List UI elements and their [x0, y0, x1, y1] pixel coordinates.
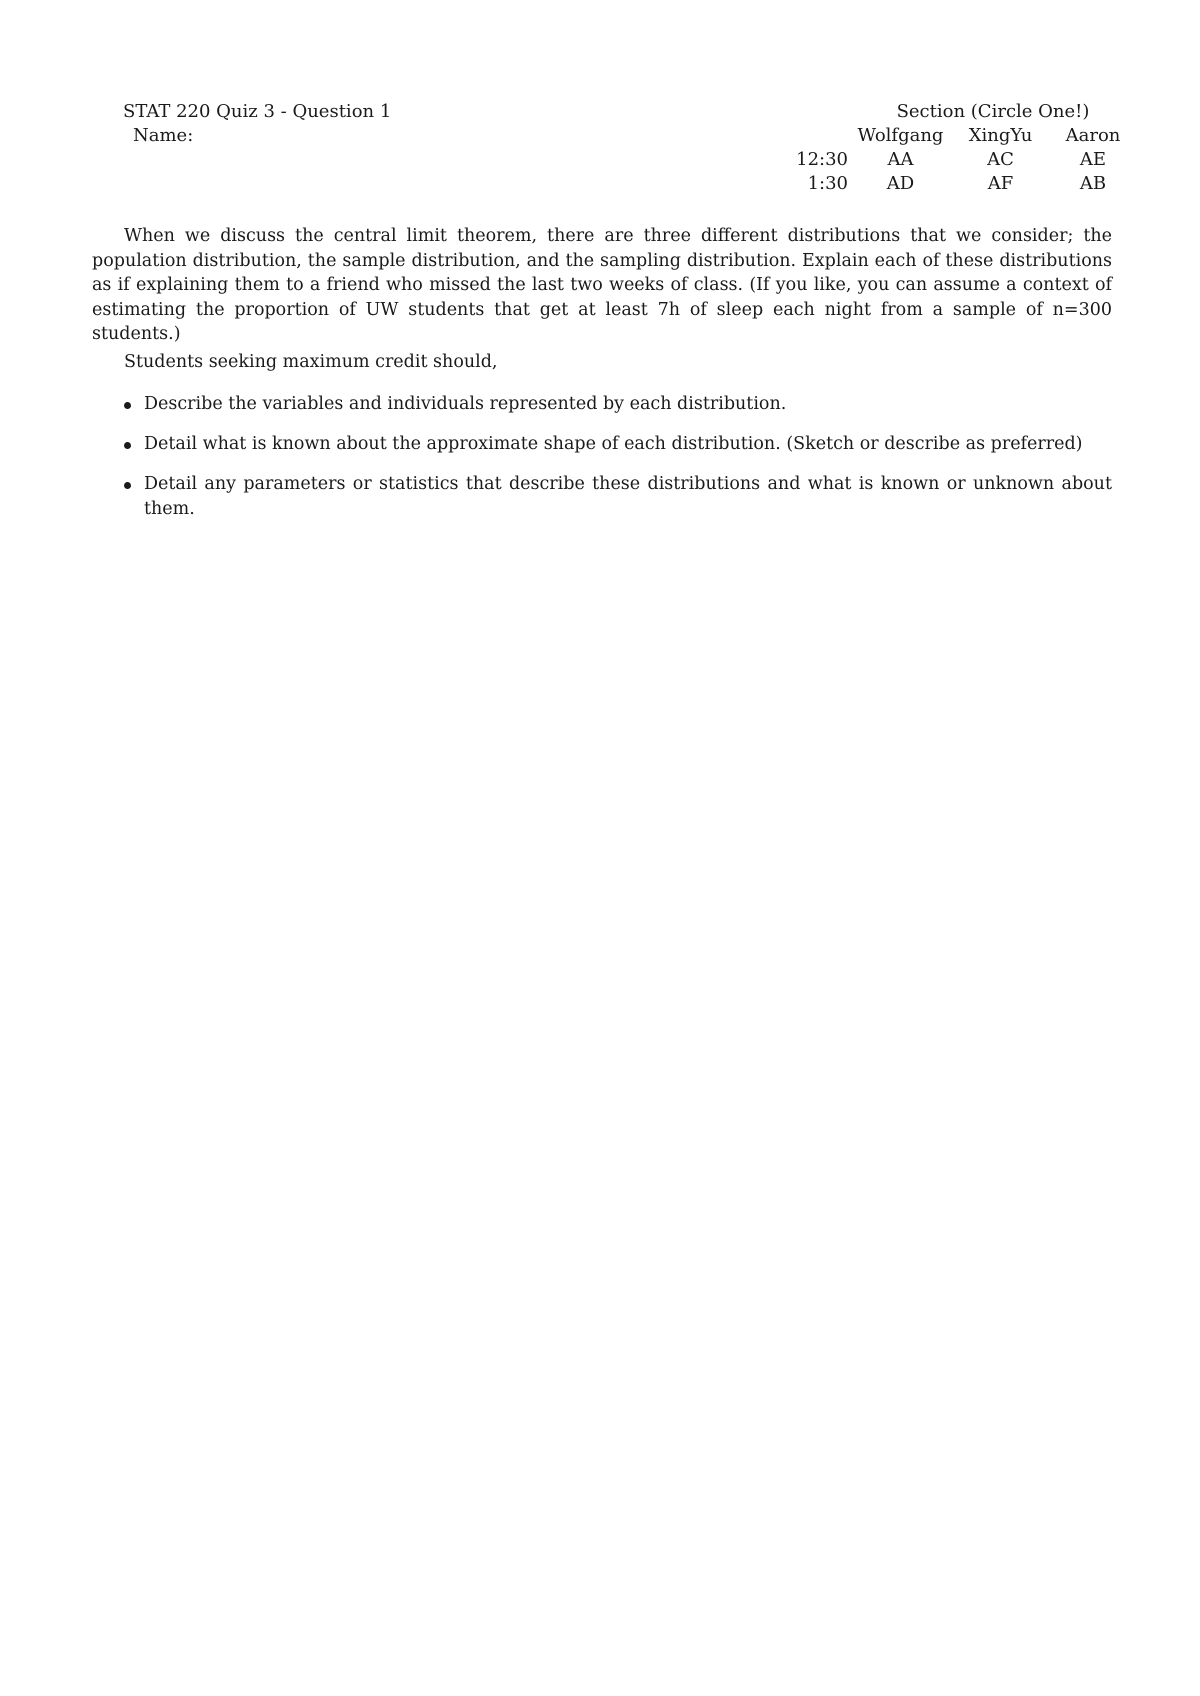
section-time: 1:30	[807, 173, 848, 194]
list-item	[120, 472, 1112, 522]
section-code[interactable]: AC	[987, 149, 1014, 170]
criteria-list	[120, 392, 1112, 537]
instructor-name: Aaron	[1065, 125, 1121, 146]
quiz-title: STAT 220 Quiz 3 - Question 1	[123, 101, 392, 122]
section-caption: Section (Circle One!)	[896, 101, 1090, 122]
section-code[interactable]: AE	[1079, 149, 1107, 170]
section-code[interactable]: AD	[886, 173, 915, 194]
section-table	[780, 100, 1138, 196]
section-row	[780, 172, 1138, 196]
section-code[interactable]: AB	[1079, 173, 1107, 194]
question-prompt: When we discuss the central limit theorem, there are three different distributions that we consider; the population distribution, the sample distribution, and the sampling distribution. Explain each of these distributions as if explaining them to a friend who missed the last two weeks of class. (If you like, you can assume a context of estimating the proportion of UW students that get at least 7h of sleep each night from a sample of n=300 students.)	[92, 226, 1112, 344]
bullet-icon	[124, 402, 131, 409]
list-item	[120, 432, 1112, 457]
criterion-text: Detail what is known about the approximate shape of each distribution. (Sketch or describe as preferred)	[144, 434, 1083, 454]
section-code[interactable]: AF	[987, 173, 1014, 194]
bullet-icon	[124, 442, 131, 449]
instructor-name: XingYu	[968, 125, 1033, 146]
criterion-text: Detail any parameters or statistics that describe these distributions and what is known or unknown about them.	[144, 474, 1112, 519]
criterion-text: Describe the variables and individuals represented by each distribution.	[144, 394, 787, 414]
bullet-icon	[124, 482, 131, 489]
section-row	[780, 148, 1138, 172]
section-code[interactable]: AA	[887, 149, 914, 170]
credit-intro: Students seeking maximum credit should,	[124, 352, 498, 372]
list-item	[120, 392, 1112, 417]
quiz-header	[123, 100, 391, 148]
section-time: 12:30	[796, 149, 848, 170]
name-label: Name:	[133, 125, 194, 146]
section-caption-row	[780, 100, 1138, 124]
question-prompt-block	[92, 224, 1112, 347]
instructor-name: Wolfgang	[857, 125, 944, 146]
instructor-row	[780, 124, 1138, 148]
